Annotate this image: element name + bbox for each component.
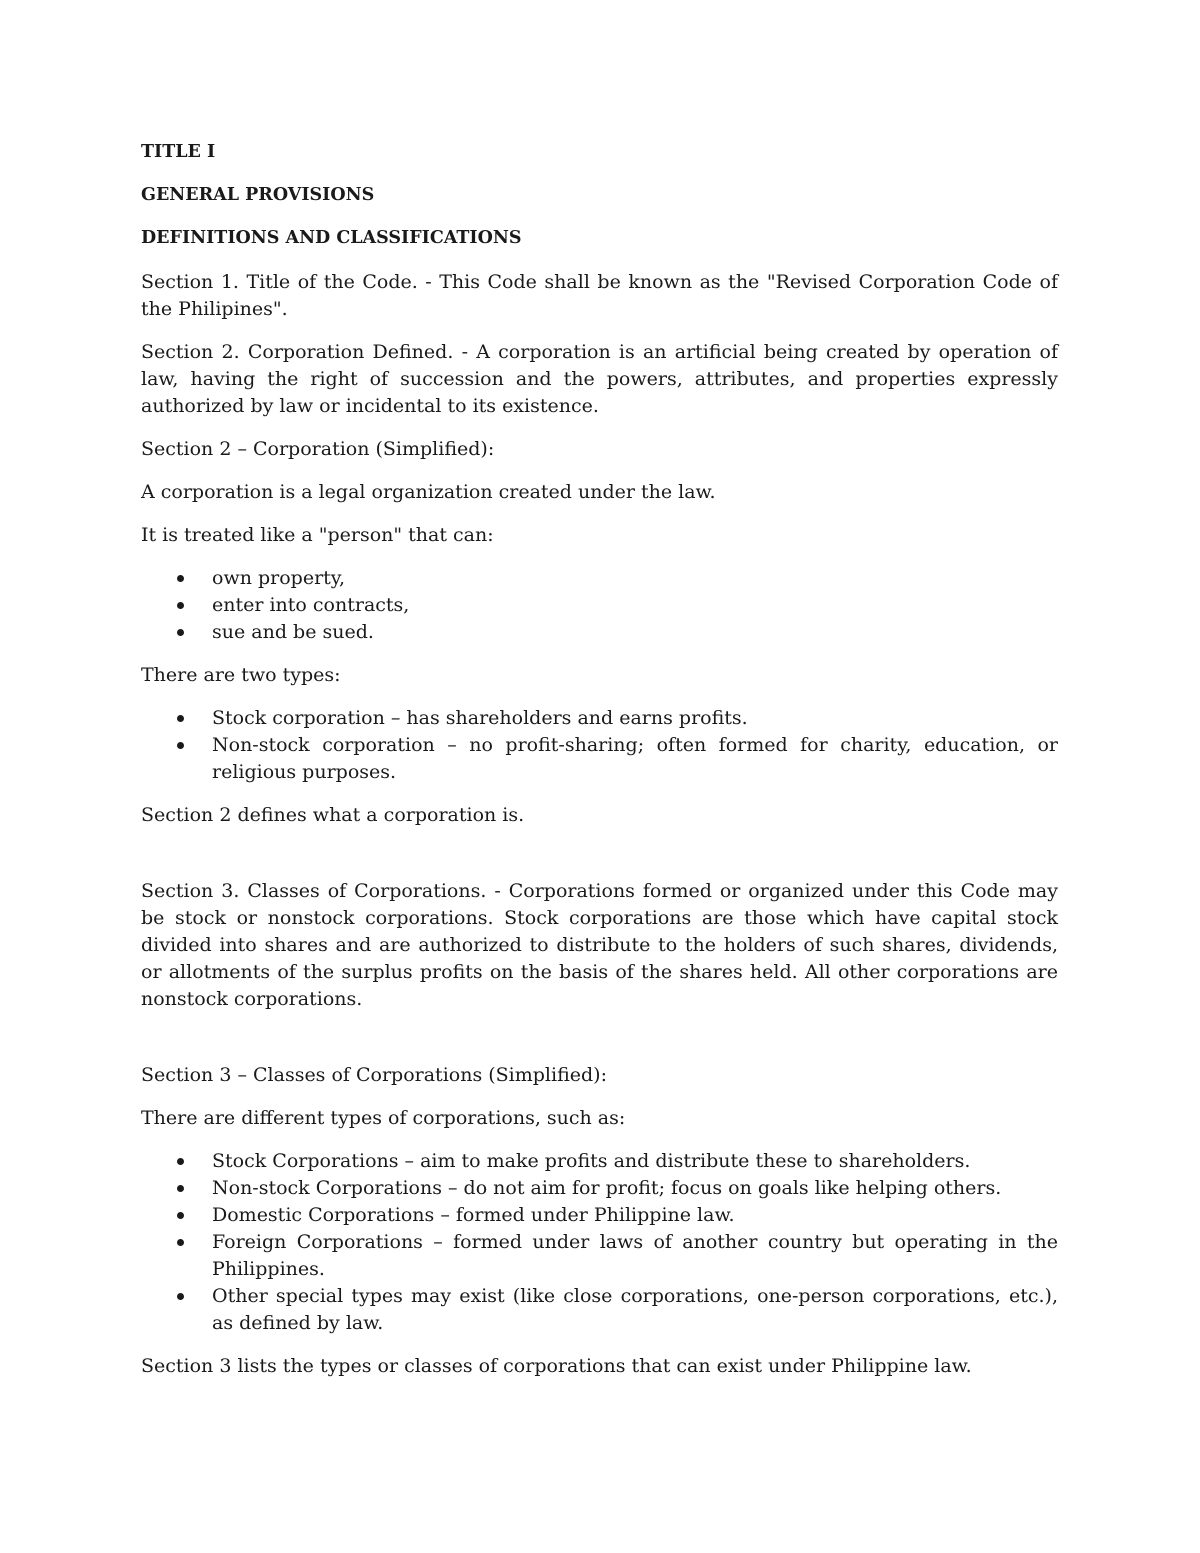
bullet-icon bbox=[177, 602, 184, 609]
section-2-types-intro: There are two types: bbox=[141, 664, 341, 686]
list-item-text: own property, bbox=[212, 567, 346, 589]
section-1-paragraph: Section 1. Title of the Code. - This Code shall be known as the "Revised Corporation Code of the Philipines". bbox=[141, 271, 1058, 320]
list-item-text: Domestic Corporations – formed under Philippine law. bbox=[212, 1204, 735, 1226]
list-item-text: Stock Corporations – aim to make profits and distribute these to shareholders. bbox=[212, 1150, 971, 1172]
section-2-types-list bbox=[141, 705, 1058, 786]
bullet-icon bbox=[177, 1158, 184, 1165]
list-item-text: enter into contracts, bbox=[212, 594, 410, 616]
list-item-text: Other special types may exist (like close corporations, one-person corporations, etc.), as defined by law. bbox=[212, 1285, 1058, 1334]
list-item bbox=[141, 705, 1058, 732]
bullet-icon bbox=[177, 575, 184, 582]
section-2-summary: Section 2 defines what a corporation is. bbox=[141, 804, 525, 826]
section-2-paragraph: Section 2. Corporation Defined. - A corporation is an artificial being created by operation of law, having the right of succession and the powers, attributes, and properties expressly authorized by law or incidental to its existence. bbox=[141, 341, 1058, 417]
list-item-text: sue and be sued. bbox=[212, 621, 374, 643]
list-item bbox=[141, 1175, 1058, 1202]
list-item bbox=[141, 565, 1058, 592]
bullet-icon bbox=[177, 1293, 184, 1300]
section-2-can-intro: It is treated like a "person" that can: bbox=[141, 524, 494, 546]
section-3-types-intro: There are different types of corporations, such as: bbox=[141, 1107, 626, 1129]
section-heading: DEFINITIONS AND CLASSIFICATIONS bbox=[141, 228, 522, 248]
list-item-text: Stock corporation – has shareholders and earns profits. bbox=[212, 707, 748, 729]
section-3-simplified-heading: Section 3 – Classes of Corporations (Simplified): bbox=[141, 1064, 607, 1086]
list-item-text: Non-stock corporation – no profit-sharing; often formed for charity, education, or religious purposes. bbox=[212, 734, 1058, 783]
bullet-icon bbox=[177, 1239, 184, 1246]
document-body bbox=[141, 140, 1058, 1396]
section-3-paragraph: Section 3. Classes of Corporations. - Corporations formed or organized under this Code may be stock or nonstock corporations. Stock corporations are those which have capital stock divided into shares and are authorized to distribute to the holders of such shares, dividends, or allotments of the surplus profits on the basis of the shares held. All other corporations are nonstock corporations. bbox=[141, 880, 1058, 1010]
bullet-icon bbox=[177, 1185, 184, 1192]
bullet-icon bbox=[177, 742, 184, 749]
list-item-text: Foreign Corporations – formed under laws of another country but operating in the Philippines. bbox=[212, 1231, 1058, 1280]
title-heading: TITLE I bbox=[141, 142, 216, 162]
list-item-text: Non-stock Corporations – do not aim for profit; focus on goals like helping others. bbox=[212, 1177, 1002, 1199]
bullet-icon bbox=[177, 715, 184, 722]
section-2-can-list bbox=[141, 565, 1058, 646]
list-item bbox=[141, 732, 1058, 786]
list-item bbox=[141, 1148, 1058, 1175]
subtitle-heading: GENERAL PROVISIONS bbox=[141, 185, 375, 205]
bullet-icon bbox=[177, 1212, 184, 1219]
list-item bbox=[141, 619, 1058, 646]
list-item bbox=[141, 1202, 1058, 1229]
list-item bbox=[141, 1283, 1058, 1337]
bullet-icon bbox=[177, 629, 184, 636]
section-3-types-list bbox=[141, 1148, 1058, 1337]
list-item bbox=[141, 1229, 1058, 1283]
list-item bbox=[141, 592, 1058, 619]
section-3-summary: Section 3 lists the types or classes of corporations that can exist under Philippine law. bbox=[141, 1355, 972, 1377]
section-2-simplified-paragraph: A corporation is a legal organization created under the law. bbox=[141, 481, 716, 503]
spacer bbox=[141, 845, 1058, 878]
section-2-simplified-heading: Section 2 – Corporation (Simplified): bbox=[141, 438, 495, 460]
spacer bbox=[141, 1029, 1058, 1062]
